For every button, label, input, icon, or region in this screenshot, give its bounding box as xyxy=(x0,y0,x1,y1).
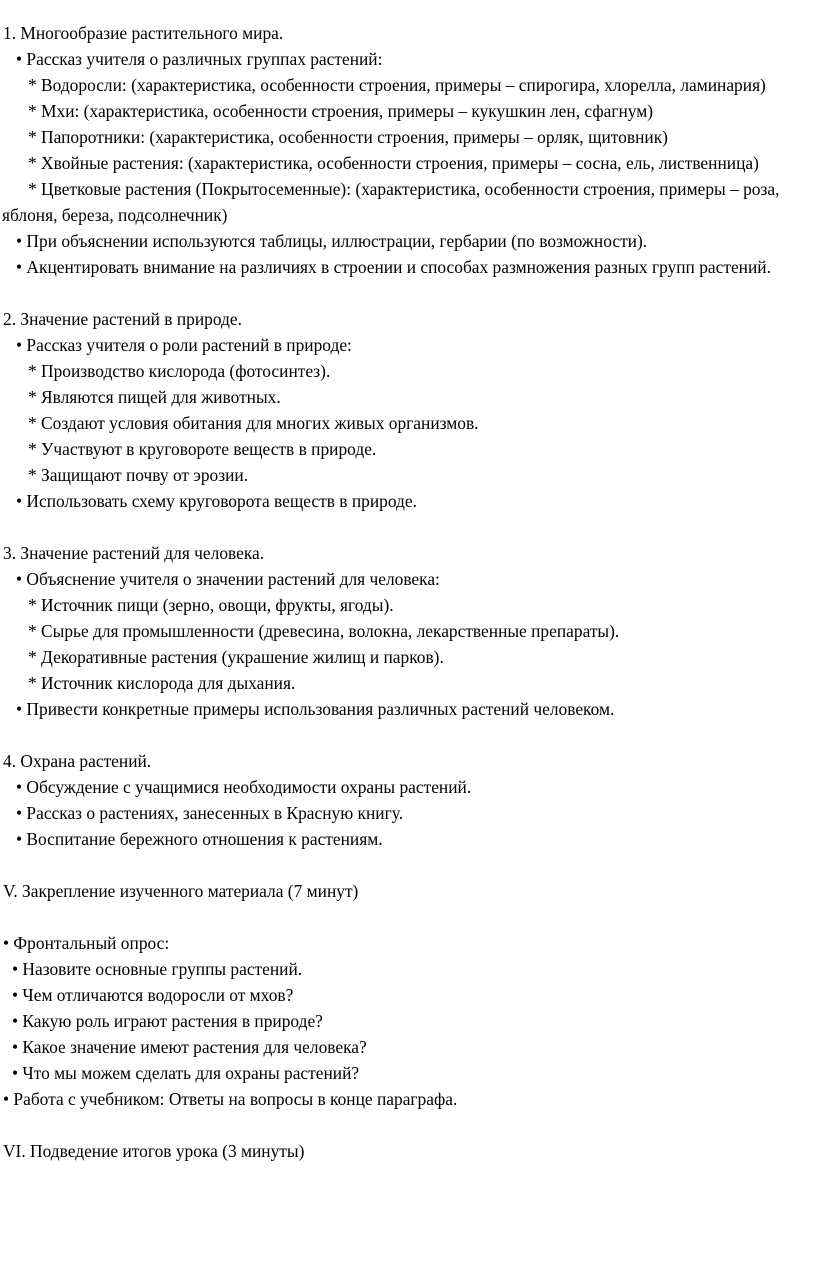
sub-item: * Хвойные растения: (характеристика, особенности строения, примеры – сосна, ель, лиственница) xyxy=(28,153,759,173)
section-heading: 2. Значение растений в природе. xyxy=(3,309,242,329)
section-heading: 3. Значение растений для человека. xyxy=(3,543,265,563)
bullet-item: • Объяснение учителя о значении растений для человека: xyxy=(16,569,440,589)
section-heading: 4. Охрана растений. xyxy=(3,751,152,771)
sub-item: * Источник пищи (зерно, овощи, фрукты, ягоды). xyxy=(28,595,394,615)
sub-item: * Являются пищей для животных. xyxy=(28,387,281,407)
bullet-item: • При объяснении используются таблицы, иллюстрации, гербарии (по возможности). xyxy=(16,231,648,251)
bullet-item: • Акцентировать внимание на различиях в строении и способах размножения разных групп растений. xyxy=(16,257,771,277)
sub-item: * Защищают почву от эрозии. xyxy=(28,465,249,485)
sub-item: * Водоросли: (характеристика, особенности строения, примеры – спирогира, хлорелла, ламинария) xyxy=(28,75,766,95)
bullet-item: • Рассказ учителя о роли растений в природе: xyxy=(16,335,352,355)
section-block xyxy=(2,930,808,1112)
section-block xyxy=(2,20,808,280)
section-block xyxy=(2,306,808,514)
top-bullet-item: • Фронтальный опрос: xyxy=(3,933,170,953)
bullet-item: • Обсуждение с учащимися необходимости охраны растений. xyxy=(16,777,472,797)
sub-item: * Источник кислорода для дыхания. xyxy=(28,673,296,693)
sub-item: * Мхи: (характеристика, особенности строения, примеры – кукушкин лен, сфагнум) xyxy=(28,101,654,121)
sub-item: * Цветковые растения (Покрытосеменные): (характеристика, особенности строения, примеры – роза, яблоня, береза, подсолнечник) xyxy=(2,179,780,225)
bullet-item: • Привести конкретные примеры использования различных растений человеком. xyxy=(16,699,615,719)
question-item: • Какое значение имеют растения для человека? xyxy=(12,1037,367,1057)
sub-item: * Декоративные растения (украшение жилищ и парков). xyxy=(28,647,444,667)
sub-item: * Папоротники: (характеристика, особенности строения, примеры – орляк, щитовник) xyxy=(28,127,668,147)
question-item: • Что мы можем сделать для охраны растений? xyxy=(12,1063,360,1083)
section-block xyxy=(2,748,808,852)
sub-item: * Создают условия обитания для многих живых организмов. xyxy=(28,413,479,433)
section-heading: 1. Многообразие растительного мира. xyxy=(3,23,284,43)
section-block xyxy=(2,540,808,722)
question-item: • Чем отличаются водоросли от мхов? xyxy=(12,985,294,1005)
bullet-item: • Воспитание бережного отношения к растениям. xyxy=(16,829,383,849)
section-block xyxy=(2,878,808,904)
top-bullet-item: • Работа с учебником: Ответы на вопросы в конце параграфа. xyxy=(3,1089,458,1109)
question-item: • Назовите основные группы растений. xyxy=(12,959,303,979)
bullet-item: • Использовать схему круговорота веществ в природе. xyxy=(16,491,417,511)
section-heading: V. Закрепление изученного материала (7 минут) xyxy=(3,881,359,901)
section-block xyxy=(2,1138,808,1164)
question-item: • Какую роль играют растения в природе? xyxy=(12,1011,323,1031)
bullet-item: • Рассказ учителя о различных группах растений: xyxy=(16,49,383,69)
bullet-item: • Рассказ о растениях, занесенных в Красную книгу. xyxy=(16,803,404,823)
sub-item: * Сырье для промышленности (древесина, волокна, лекарственные препараты). xyxy=(28,621,620,641)
sub-item: * Участвуют в круговороте веществ в природе. xyxy=(28,439,377,459)
section-heading: VI. Подведение итогов урока (3 минуты) xyxy=(3,1141,305,1161)
sub-item: * Производство кислорода (фотосинтез). xyxy=(28,361,331,381)
